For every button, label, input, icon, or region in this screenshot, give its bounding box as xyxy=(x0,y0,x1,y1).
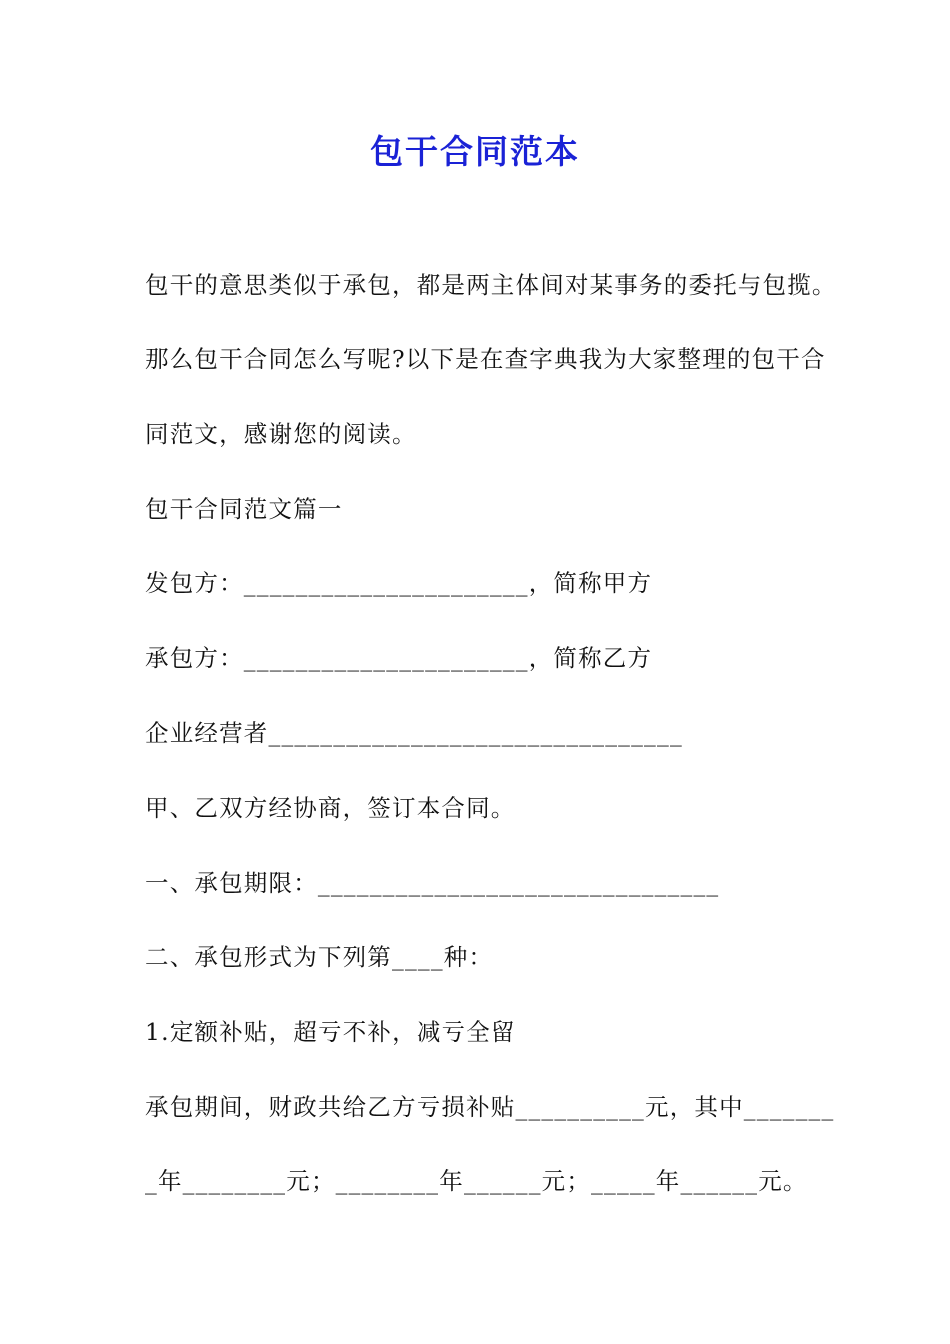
clause-item: 1.定额补贴，超亏不补，减亏全留 xyxy=(145,1018,516,1046)
section-heading: 包干合同范文篇一 xyxy=(145,495,343,523)
clause-term: 一、承包期限：_______________________________ xyxy=(145,869,720,897)
party-b-line: 承包方：______________________，简称乙方 xyxy=(145,644,653,672)
document-title: 包干合同范本 xyxy=(370,132,580,171)
clause-form: 二、承包形式为下列第____种： xyxy=(145,943,494,971)
paragraph-line: 同范文，感谢您的阅读。 xyxy=(145,420,417,448)
party-a-line: 发包方：______________________，简称甲方 xyxy=(145,569,653,597)
operator-line: 企业经营者________________________________ xyxy=(145,719,683,747)
agreement-line: 甲、乙双方经协商，签订本合同。 xyxy=(145,794,516,822)
paragraph-line: 包干的意思类似于承包，都是两主体间对某事务的委托与包揽。 xyxy=(145,271,837,299)
paragraph-line: 那么包干合同怎么写呢?以下是在查字典我为大家整理的包干合 xyxy=(145,345,826,373)
clause-text: _年________元；________年______元；_____年______元。 xyxy=(145,1167,808,1195)
clause-text: 承包期间，财政共给乙方亏损补贴__________元，其中_______ xyxy=(145,1093,835,1121)
